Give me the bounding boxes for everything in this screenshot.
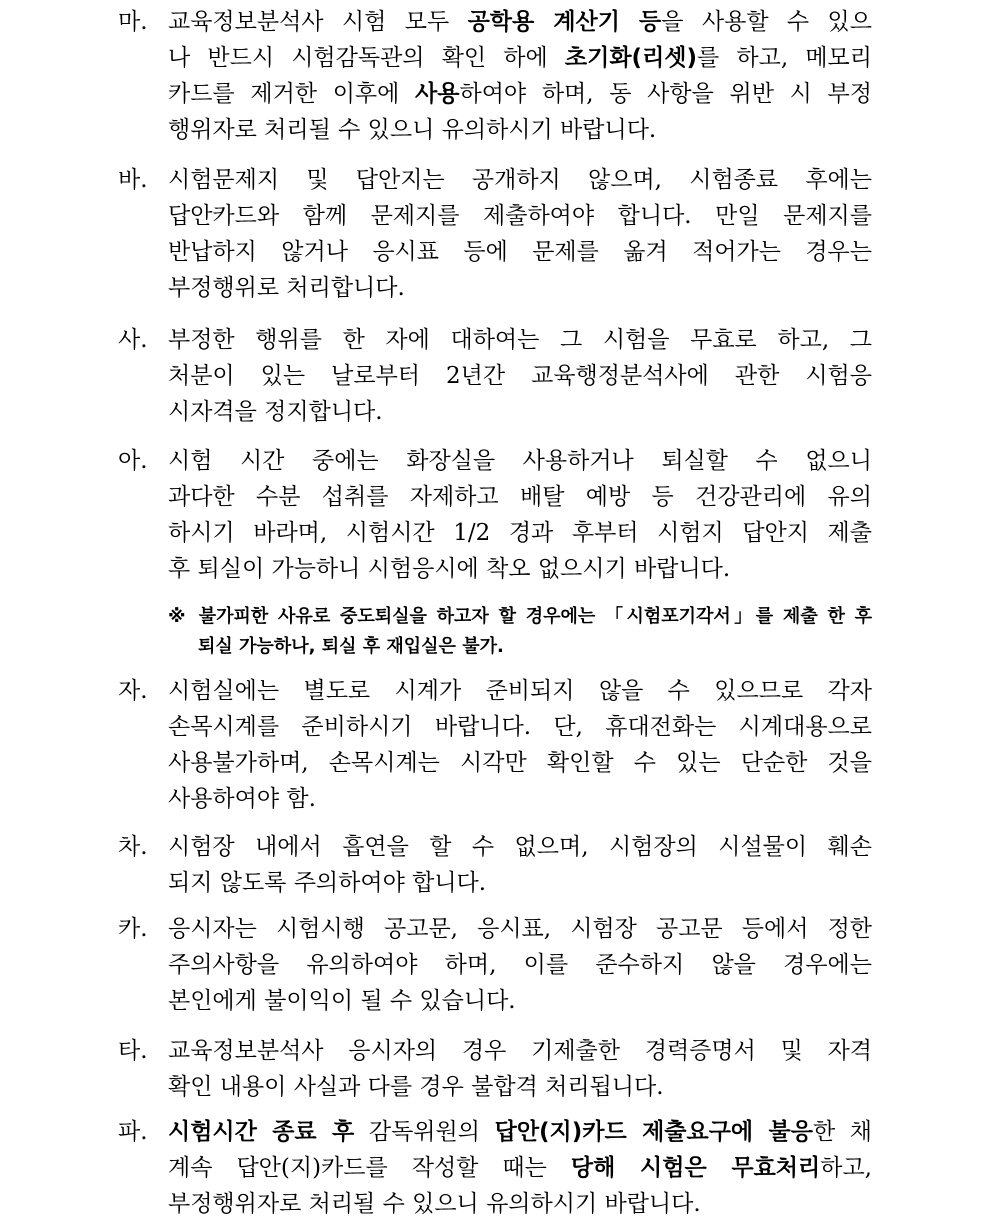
notice-item — [118, 322, 872, 430]
text-line — [168, 1114, 872, 1150]
note-line-2: 퇴실 가능하나, 퇴실 후 재입실은 불가. — [198, 636, 504, 657]
emphasis-text: 시험시간 종료 후 — [168, 1119, 355, 1145]
item-marker: 아. — [118, 448, 148, 474]
notice-item — [118, 162, 872, 306]
notice-item — [118, 4, 872, 148]
text-line — [168, 394, 872, 430]
text-line — [168, 322, 872, 358]
item-marker: 마. — [118, 9, 148, 35]
text-segment: 답안카드와 함께 문제지를 제출하여야 합니다. 만일 문제지를 — [168, 203, 872, 229]
emphasis-text: 답안(지)카드 제출요구에 불응 — [494, 1119, 813, 1145]
note-block — [168, 602, 872, 662]
text-line — [168, 673, 872, 709]
text-line — [168, 112, 872, 148]
text-segment: 하고, — [820, 1155, 872, 1181]
text-segment: 행위자로 처리될 수 있으니 유의하시기 바랍니다. — [168, 117, 657, 143]
text-line — [168, 270, 872, 306]
text-segment: 교육정보분석사 응시자의 경우 기제출한 경력증명서 및 자격 — [168, 1038, 872, 1064]
notice-item — [118, 673, 872, 817]
text-segment: 감독위원의 — [354, 1119, 495, 1145]
item-body — [168, 443, 872, 587]
text-segment: 한 채 — [812, 1119, 873, 1145]
note-line-1: ※ 불가피한 사유로 중도퇴실을 하고자 할 경우에는 「시험포기각서」를 제출 한 후 — [168, 606, 872, 627]
item-marker: 자. — [118, 678, 148, 704]
text-segment: 카드를 제거한 이후에 — [168, 81, 416, 107]
text-segment: 후 퇴실이 가능하니 시험응시에 착오 없으시기 바랍니다. — [168, 556, 731, 582]
text-segment: 본인에게 불이익이 될 수 있습니다. — [168, 988, 516, 1014]
text-line — [168, 911, 872, 947]
item-body — [168, 911, 872, 1019]
item-marker: 파. — [118, 1119, 148, 1145]
text-segment: 손목시계를 준비하시기 바랍니다. 단, 휴대전화는 시계대용으로 — [168, 714, 872, 740]
text-line — [168, 515, 872, 551]
text-segment: 되지 않도록 주의하여야 합니다. — [168, 870, 487, 896]
text-line — [168, 198, 872, 234]
text-line — [168, 1033, 872, 1069]
item-body — [168, 1033, 872, 1105]
text-line — [168, 947, 872, 983]
text-segment: 부정행위자로 처리될 수 있으니 유의하시기 바랍니다. — [168, 1191, 701, 1217]
text-segment: 계속 답안(지)카드를 작성할 때는 — [168, 1155, 571, 1181]
text-line — [168, 709, 872, 745]
text-line — [168, 358, 872, 394]
text-line — [168, 1069, 872, 1105]
text-line — [168, 76, 872, 112]
text-segment: 사용불가하며, 손목시계는 시각만 확인할 수 있는 단순한 것을 — [168, 750, 872, 776]
text-line — [168, 234, 872, 270]
emphasis-text: 공학용 계산기 등 — [467, 9, 662, 35]
text-segment: 사용하여야 함. — [168, 786, 316, 812]
text-line — [168, 865, 872, 901]
item-body — [168, 162, 872, 306]
notice-item — [118, 1114, 872, 1222]
text-line — [168, 4, 872, 40]
item-body — [168, 829, 872, 901]
text-line — [168, 551, 872, 587]
notice-item — [118, 443, 872, 587]
text-line — [168, 1150, 872, 1186]
text-segment: 응시자는 시험시행 공고문, 응시표, 시험장 공고문 등에서 정한 — [168, 916, 872, 942]
text-segment: 부정행위로 처리합니다. — [168, 275, 405, 301]
text-segment: 시험문제지 및 답안지는 공개하지 않으며, 시험종료 후에는 — [168, 167, 872, 193]
text-segment: 시험 시간 중에는 화장실을 사용하거나 퇴실할 수 없으니 — [168, 448, 872, 474]
item-marker: 차. — [118, 834, 148, 860]
text-segment: 확인 내용이 사실과 다를 경우 불합격 처리됩니다. — [168, 1074, 664, 1100]
notice-item — [118, 829, 872, 901]
text-line — [168, 162, 872, 198]
item-body — [168, 673, 872, 817]
text-line — [168, 983, 872, 1019]
text-segment: 교육정보분석사 시험 모두 — [168, 9, 468, 35]
text-segment: 하시기 바라며, 시험시간 1/2 경과 후부터 시험지 답안지 제출 — [168, 520, 872, 546]
text-line — [168, 829, 872, 865]
text-line — [168, 40, 872, 76]
emphasis-text: 당해 시험은 무효처리 — [570, 1155, 821, 1181]
text-segment: 나 반드시 시험감독관의 확인 하에 — [168, 45, 565, 71]
text-segment: 시자격을 정지합니다. — [168, 399, 383, 425]
text-segment: 를 하고, 메모리 — [697, 45, 872, 71]
item-marker: 사. — [118, 327, 148, 353]
text-segment: 처분이 있는 날로부터 2년간 교육행정분석사에 관한 시험응 — [168, 363, 872, 389]
text-segment: 하여야 하며, 동 사항을 위반 시 부정 — [459, 81, 872, 107]
item-marker: 바. — [118, 167, 148, 193]
text-segment: 과다한 수분 섭취를 자제하고 배탈 예방 등 건강관리에 유의 — [168, 484, 872, 510]
text-line — [168, 781, 872, 817]
emphasis-text: 초기화(리셋) — [564, 45, 698, 71]
text-segment: 주의사항을 유의하여야 하며, 이를 준수하지 않을 경우에는 — [168, 952, 872, 978]
text-segment: 부정한 행위를 한 자에 대하여는 그 시험을 무효로 하고, 그 — [168, 327, 872, 353]
text-line — [168, 1186, 872, 1222]
item-body — [168, 322, 872, 430]
emphasis-text: 사용 — [415, 81, 460, 107]
text-segment: 시험장 내에서 흡연을 할 수 없으며, 시험장의 시설물이 훼손 — [168, 834, 872, 860]
item-body — [168, 4, 872, 148]
text-line — [168, 443, 872, 479]
notice-item — [118, 1033, 872, 1105]
text-segment: 을 사용할 수 있으 — [661, 9, 872, 35]
notice-item — [118, 911, 872, 1019]
item-marker: 카. — [118, 916, 148, 942]
item-body — [168, 1114, 872, 1222]
item-marker: 타. — [118, 1038, 148, 1064]
text-segment: 시험실에는 별도로 시계가 준비되지 않을 수 있으므로 각자 — [168, 678, 872, 704]
text-line — [168, 479, 872, 515]
text-segment: 반납하지 않거나 응시표 등에 문제를 옮겨 적어가는 경우는 — [168, 239, 872, 265]
text-line — [168, 745, 872, 781]
